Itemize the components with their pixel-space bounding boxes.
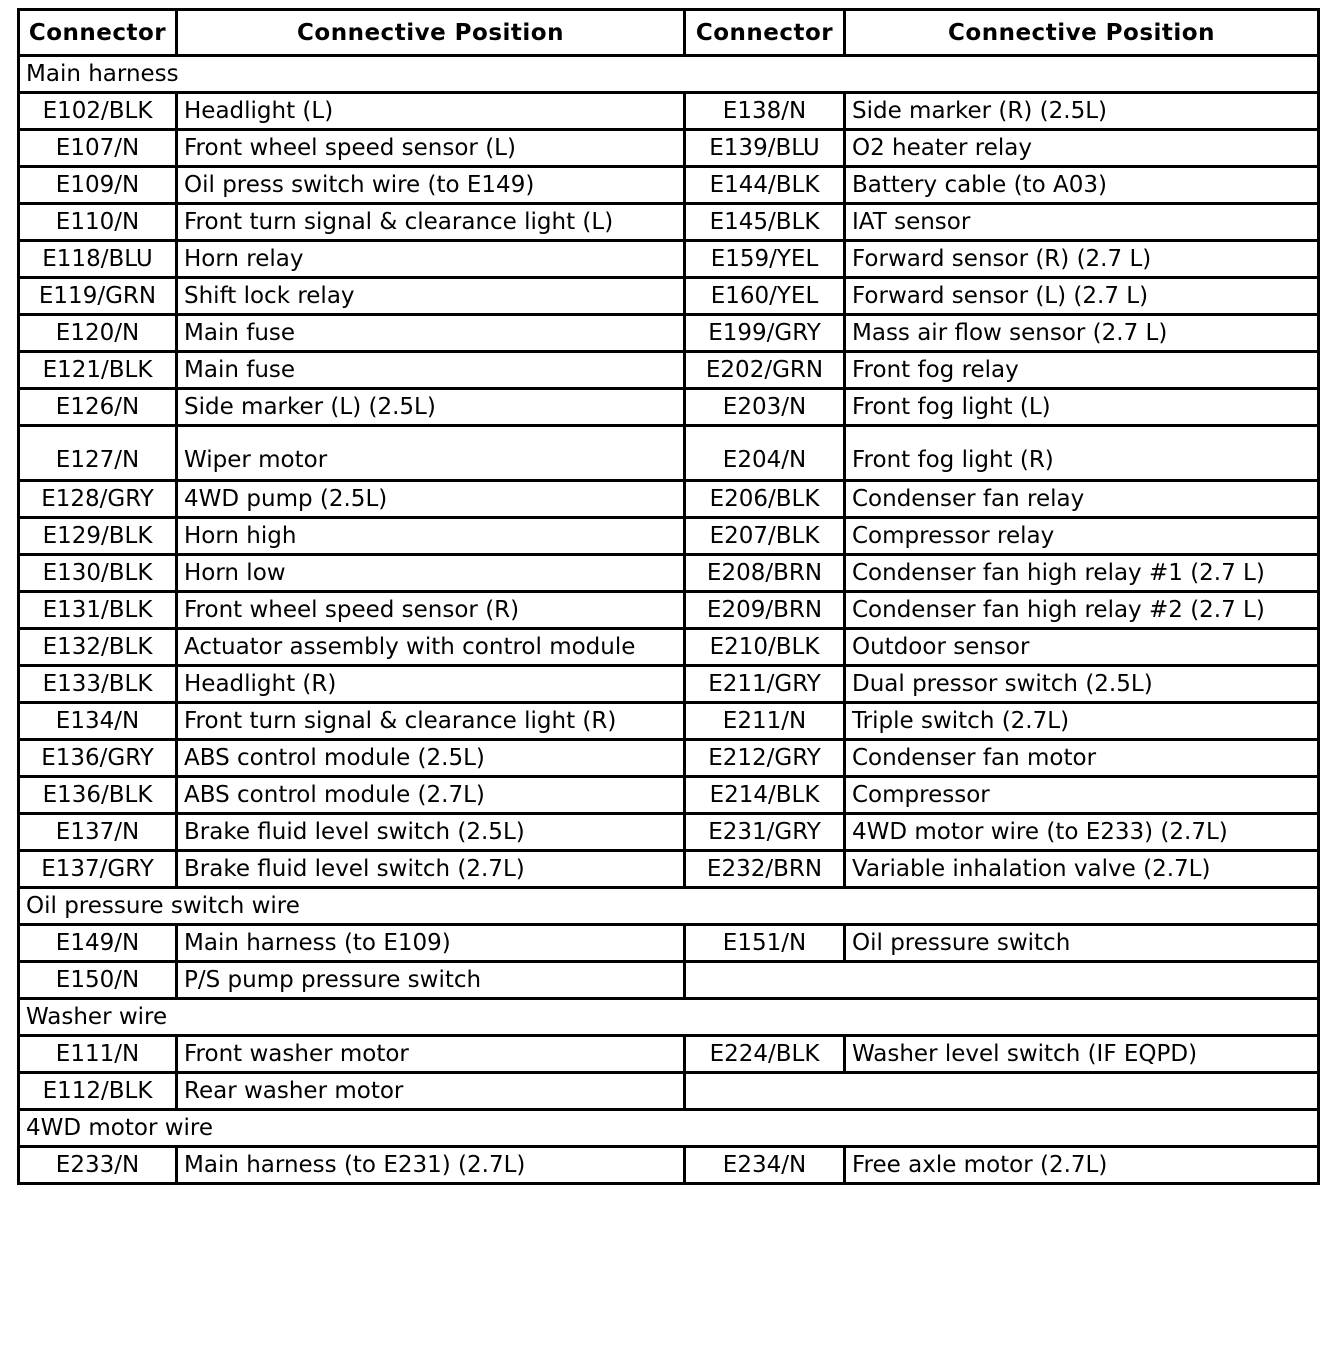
header-row xyxy=(19,10,1319,56)
position-cell: Headlight (L) xyxy=(177,93,685,130)
connector-cell: E159/YEL xyxy=(685,241,845,278)
position-cell: ABS control module (2.7L) xyxy=(177,777,685,814)
position-cell: Horn high xyxy=(177,518,685,555)
connector-cell: E214/BLK xyxy=(685,777,845,814)
position-cell: Front turn signal & clearance light (L) xyxy=(177,204,685,241)
connector-cell: E231/GRY xyxy=(685,814,845,851)
position-cell: Main fuse xyxy=(177,315,685,352)
section-title: Oil pressure switch wire xyxy=(19,888,1319,925)
connector-cell: E160/YEL xyxy=(685,278,845,315)
position-cell: Brake fluid level switch (2.7L) xyxy=(177,851,685,888)
connector-cell: E111/N xyxy=(19,1036,177,1073)
position-cell: Battery cable (to A03) xyxy=(845,167,1319,204)
table-row xyxy=(19,518,1319,555)
position-cell: Front fog relay xyxy=(845,352,1319,389)
position-cell: Condenser fan high relay #1 (2.7 L) xyxy=(845,555,1319,592)
connector-cell: E144/BLK xyxy=(685,167,845,204)
connector-cell: E211/N xyxy=(685,703,845,740)
position-cell: Compressor relay xyxy=(845,518,1319,555)
table-row xyxy=(19,1147,1319,1184)
position-cell: Main fuse xyxy=(177,352,685,389)
table-row xyxy=(19,1073,1319,1110)
position-cell: Horn low xyxy=(177,555,685,592)
connector-cell: E211/GRY xyxy=(685,666,845,703)
header-connector-1: Connector xyxy=(19,10,177,56)
table-row xyxy=(19,592,1319,629)
table-row xyxy=(19,777,1319,814)
connector-cell: E151/N xyxy=(685,925,845,962)
position-cell: Shift lock relay xyxy=(177,278,685,315)
position-cell: Headlight (R) xyxy=(177,666,685,703)
position-cell: Mass air flow sensor (2.7 L) xyxy=(845,315,1319,352)
position-cell: Condenser fan relay xyxy=(845,481,1319,518)
connector-cell: E119/GRN xyxy=(19,278,177,315)
connector-cell: E139/BLU xyxy=(685,130,845,167)
header-connector-2: Connector xyxy=(685,10,845,56)
section-row xyxy=(19,56,1319,93)
position-cell: Main harness (to E109) xyxy=(177,925,685,962)
connector-cell: E136/BLK xyxy=(19,777,177,814)
position-cell: Oil pressure switch xyxy=(845,925,1319,962)
position-cell: Forward sensor (R) (2.7 L) xyxy=(845,241,1319,278)
connector-table xyxy=(17,8,1320,1185)
table-row xyxy=(19,851,1319,888)
position-cell: 4WD pump (2.5L) xyxy=(177,481,685,518)
position-cell: Front fog light (L) xyxy=(845,389,1319,426)
position-cell: Condenser fan motor xyxy=(845,740,1319,777)
position-cell: O2 heater relay xyxy=(845,130,1319,167)
connector-cell: E110/N xyxy=(19,204,177,241)
position-cell: IAT sensor xyxy=(845,204,1319,241)
connector-cell: E118/BLU xyxy=(19,241,177,278)
position-cell: Actuator assembly with control module xyxy=(177,629,685,666)
connector-cell: E136/GRY xyxy=(19,740,177,777)
position-cell: Washer level switch (IF EQPD) xyxy=(845,1036,1319,1073)
position-cell: Horn relay xyxy=(177,241,685,278)
position-cell: 4WD motor wire (to E233) (2.7L) xyxy=(845,814,1319,851)
connector-cell: E112/BLK xyxy=(19,1073,177,1110)
position-cell: Forward sensor (L) (2.7 L) xyxy=(845,278,1319,315)
table-row xyxy=(19,629,1319,666)
position-cell: Front washer motor xyxy=(177,1036,685,1073)
table-row xyxy=(19,352,1319,389)
position-cell: Outdoor sensor xyxy=(845,629,1319,666)
connector-cell: E109/N xyxy=(19,167,177,204)
connector-cell: E137/GRY xyxy=(19,851,177,888)
empty-cell xyxy=(685,962,1319,999)
connector-cell: E234/N xyxy=(685,1147,845,1184)
section-row xyxy=(19,888,1319,925)
position-cell: Condenser fan high relay #2 (2.7 L) xyxy=(845,592,1319,629)
connector-cell: E130/BLK xyxy=(19,555,177,592)
table-row xyxy=(19,389,1319,426)
section-title: Main harness xyxy=(19,56,1319,93)
connector-cell: E127/N xyxy=(19,426,177,481)
table-row xyxy=(19,93,1319,130)
section-row xyxy=(19,999,1319,1036)
connector-cell: E199/GRY xyxy=(685,315,845,352)
connector-cell: E150/N xyxy=(19,962,177,999)
position-cell: Compressor xyxy=(845,777,1319,814)
header-position-2: Connective Position xyxy=(845,10,1319,56)
connector-cell: E128/GRY xyxy=(19,481,177,518)
position-cell: P/S pump pressure switch xyxy=(177,962,685,999)
connector-cell: E131/BLK xyxy=(19,592,177,629)
table-row xyxy=(19,814,1319,851)
table-row xyxy=(19,241,1319,278)
table-row xyxy=(19,481,1319,518)
position-cell: Rear washer motor xyxy=(177,1073,685,1110)
connector-cell: E149/N xyxy=(19,925,177,962)
connector-cell: E212/GRY xyxy=(685,740,845,777)
connector-cell: E206/BLK xyxy=(685,481,845,518)
section-row xyxy=(19,1110,1319,1147)
connector-cell: E210/BLK xyxy=(685,629,845,666)
connector-cell: E224/BLK xyxy=(685,1036,845,1073)
table-row xyxy=(19,1036,1319,1073)
connector-cell: E207/BLK xyxy=(685,518,845,555)
table-row xyxy=(19,666,1319,703)
position-cell: ABS control module (2.5L) xyxy=(177,740,685,777)
table-row xyxy=(19,130,1319,167)
connector-cell: E204/N xyxy=(685,426,845,481)
table-row xyxy=(19,740,1319,777)
position-cell: Side marker (R) (2.5L) xyxy=(845,93,1319,130)
position-cell: Front wheel speed sensor (R) xyxy=(177,592,685,629)
connector-cell: E107/N xyxy=(19,130,177,167)
section-title: Washer wire xyxy=(19,999,1319,1036)
connector-cell: E134/N xyxy=(19,703,177,740)
table-row xyxy=(19,315,1319,352)
position-cell: Variable inhalation valve (2.7L) xyxy=(845,851,1319,888)
position-cell: Front wheel speed sensor (L) xyxy=(177,130,685,167)
connector-cell: E120/N xyxy=(19,315,177,352)
connector-cell: E232/BRN xyxy=(685,851,845,888)
connector-cell: E145/BLK xyxy=(685,204,845,241)
connector-cell: E121/BLK xyxy=(19,352,177,389)
connector-cell: E102/BLK xyxy=(19,93,177,130)
table-row xyxy=(19,925,1319,962)
connector-cell: E133/BLK xyxy=(19,666,177,703)
connector-cell: E137/N xyxy=(19,814,177,851)
position-cell: Dual pressor switch (2.5L) xyxy=(845,666,1319,703)
section-title: 4WD motor wire xyxy=(19,1110,1319,1147)
connector-cell: E132/BLK xyxy=(19,629,177,666)
connector-cell: E202/GRN xyxy=(685,352,845,389)
position-cell: Front turn signal & clearance light (R) xyxy=(177,703,685,740)
position-cell: Free axle motor (2.7L) xyxy=(845,1147,1319,1184)
connector-cell: E233/N xyxy=(19,1147,177,1184)
position-cell: Wiper motor xyxy=(177,426,685,481)
connector-cell: E126/N xyxy=(19,389,177,426)
position-cell: Main harness (to E231) (2.7L) xyxy=(177,1147,685,1184)
position-cell: Oil press switch wire (to E149) xyxy=(177,167,685,204)
table-row xyxy=(19,703,1319,740)
empty-cell xyxy=(685,1073,1319,1110)
table-row xyxy=(19,204,1319,241)
connector-cell: E208/BRN xyxy=(685,555,845,592)
position-cell: Side marker (L) (2.5L) xyxy=(177,389,685,426)
position-cell: Triple switch (2.7L) xyxy=(845,703,1319,740)
table-row xyxy=(19,555,1319,592)
connector-cell: E203/N xyxy=(685,389,845,426)
connector-cell: E129/BLK xyxy=(19,518,177,555)
position-cell: Brake fluid level switch (2.5L) xyxy=(177,814,685,851)
connector-cell: E138/N xyxy=(685,93,845,130)
header-position-1: Connective Position xyxy=(177,10,685,56)
table-row xyxy=(19,167,1319,204)
table-row xyxy=(19,426,1319,481)
position-cell: Front fog light (R) xyxy=(845,426,1319,481)
table-row xyxy=(19,278,1319,315)
table-row xyxy=(19,962,1319,999)
connector-cell: E209/BRN xyxy=(685,592,845,629)
